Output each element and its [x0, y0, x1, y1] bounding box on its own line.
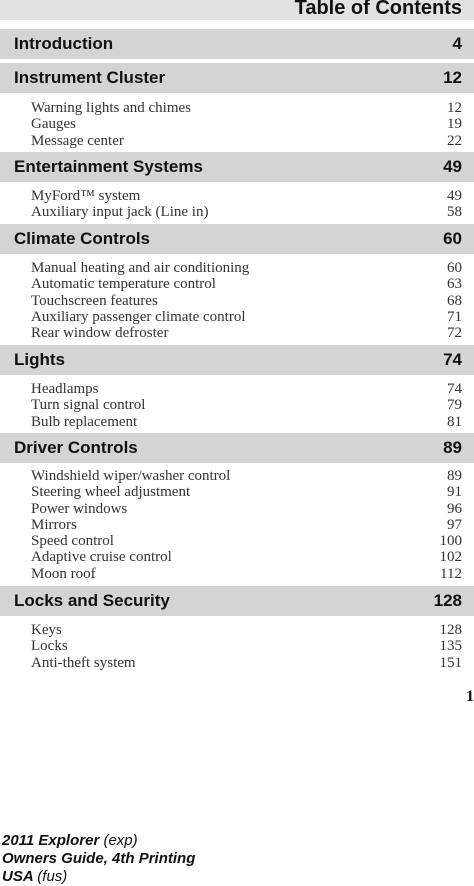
footer [2, 832, 195, 886]
footer-line-guide: Owners Guide, 4th Printing [2, 850, 196, 867]
toc-entry[interactable] [0, 325, 474, 341]
toc-entry-page: 12 [447, 100, 462, 116]
toc-entry-page: 96 [447, 500, 462, 517]
toc-entry[interactable] [0, 116, 474, 132]
section-title: Climate Controls [14, 229, 151, 248]
toc-entry-page: 74 [447, 381, 462, 397]
toc-entry-label: Locks [31, 638, 68, 655]
toc-entry-page: 102 [439, 549, 462, 566]
toc-entry-label: Moon roof [31, 565, 96, 582]
toc-entry-label: Auxiliary passenger climate control [31, 308, 246, 325]
toc-entry-page: 19 [447, 116, 462, 133]
toc-entry-label: Manual heating and air conditioning [31, 260, 250, 276]
section-page-number: 12 [443, 68, 462, 87]
toc-entry-label: Anti-theft system [31, 654, 136, 671]
section-title: Instrument Cluster [14, 68, 166, 87]
footer-line-model [2, 832, 195, 850]
toc-entry-label: Turn signal control [31, 397, 146, 414]
toc-entry-page: 72 [447, 325, 462, 342]
section-header-climate-controls[interactable] [0, 224, 474, 254]
toc-entry-label: Gauges [31, 116, 76, 133]
toc-entry[interactable] [0, 517, 474, 533]
section-header-instrument-cluster[interactable] [0, 63, 474, 93]
toc-entry-label: Automatic temperature control [31, 276, 216, 293]
toc-entry[interactable] [0, 381, 474, 397]
toc-entry-page: 68 [447, 292, 462, 309]
section-page-number: 49 [443, 157, 462, 176]
toc-entry-label: Mirrors [31, 516, 77, 533]
section-title: Entertainment Systems [14, 157, 203, 176]
toc-entry[interactable] [0, 293, 474, 309]
toc-entry[interactable] [0, 260, 474, 276]
section-page-number: 74 [443, 350, 462, 369]
toc-entry-label: Windshield wiper/washer control [31, 468, 231, 484]
section-items-instrument-cluster [0, 100, 474, 149]
section-items-driver-controls [0, 468, 474, 582]
toc-entry[interactable] [0, 622, 474, 638]
footer-model-code: (exp) [103, 832, 138, 849]
page-title: Table of Contents [294, 0, 462, 19]
title-bar [0, 0, 474, 20]
footer-line-market [2, 868, 195, 886]
toc-entry[interactable] [0, 397, 474, 413]
toc-entry-page: 58 [447, 204, 462, 221]
section-title: Introduction [14, 34, 114, 53]
toc-entry-page: 71 [447, 308, 462, 325]
toc-entry[interactable] [0, 638, 474, 654]
section-page-number: 89 [443, 438, 462, 457]
section-items-lights [0, 381, 474, 430]
toc-entry[interactable] [0, 188, 474, 204]
footer-model: 2011 Explorer [2, 832, 100, 849]
toc-entry-page: 89 [447, 468, 462, 484]
toc-entry-label: Headlamps [31, 381, 99, 397]
toc-entry[interactable] [0, 204, 474, 220]
toc-entry-page: 63 [447, 276, 462, 293]
toc-entry[interactable] [0, 276, 474, 292]
section-header-entertainment-systems[interactable] [0, 152, 474, 182]
section-header-locks-and-security[interactable] [0, 586, 474, 616]
section-page-number: 4 [452, 34, 462, 53]
toc-entry-label: Bulb replacement [31, 413, 138, 430]
section-items-entertainment-systems [0, 188, 474, 221]
toc-entry[interactable] [0, 566, 474, 582]
toc-entry[interactable] [0, 309, 474, 325]
toc-entry-page: 151 [439, 654, 462, 671]
toc-entry[interactable] [0, 468, 474, 484]
page-number: 1 [466, 688, 474, 705]
section-header-lights[interactable] [0, 345, 474, 375]
footer-market: USA [2, 868, 34, 885]
toc-entry-label: Message center [31, 132, 124, 149]
section-items-locks-and-security [0, 622, 474, 671]
toc-entry-label: Adaptive cruise control [31, 549, 172, 566]
toc-entry-label: Keys [31, 622, 62, 638]
toc-entry-label: MyFord™ system [31, 188, 141, 204]
toc-entry-page: 128 [439, 622, 462, 638]
toc-entry-page: 79 [447, 397, 462, 414]
toc-entry-page: 97 [447, 516, 462, 533]
footer-market-code: (fus) [37, 868, 68, 885]
toc-entry[interactable] [0, 484, 474, 500]
section-title: Driver Controls [14, 438, 138, 457]
toc-entry-label: Touchscreen features [31, 292, 158, 309]
toc-entry-label: Steering wheel adjustment [31, 484, 191, 501]
toc-entry-label: Auxiliary input jack (Line in) [31, 204, 209, 221]
toc-entry-label: Speed control [31, 533, 114, 550]
toc-entry-page: 49 [447, 188, 462, 204]
section-items-climate-controls [0, 260, 474, 341]
toc-entry-label: Warning lights and chimes [31, 100, 192, 116]
toc-entry[interactable] [0, 533, 474, 549]
toc-entry-page: 100 [439, 533, 462, 550]
section-title: Lights [14, 350, 65, 369]
toc-entry-label: Power windows [31, 500, 128, 517]
toc-entry[interactable] [0, 133, 474, 149]
toc-entry-page: 22 [447, 132, 462, 149]
toc-entry-page: 81 [447, 413, 462, 430]
section-title: Locks and Security [14, 591, 170, 610]
toc-entry-page: 91 [447, 484, 462, 501]
toc-entry[interactable] [0, 549, 474, 565]
toc-entry-page: 60 [447, 260, 462, 276]
section-header-introduction[interactable] [0, 29, 474, 59]
toc-entry[interactable] [0, 501, 474, 517]
toc-entry[interactable] [0, 655, 474, 671]
toc-entry[interactable] [0, 100, 474, 116]
toc-entry-page: 135 [439, 638, 462, 655]
toc-entry-page: 112 [440, 565, 462, 582]
section-header-driver-controls[interactable] [0, 433, 474, 463]
section-page-number: 128 [433, 591, 462, 610]
toc-entry-label: Rear window defroster [31, 325, 169, 342]
section-page-number: 60 [443, 229, 462, 248]
toc-entry[interactable] [0, 414, 474, 430]
